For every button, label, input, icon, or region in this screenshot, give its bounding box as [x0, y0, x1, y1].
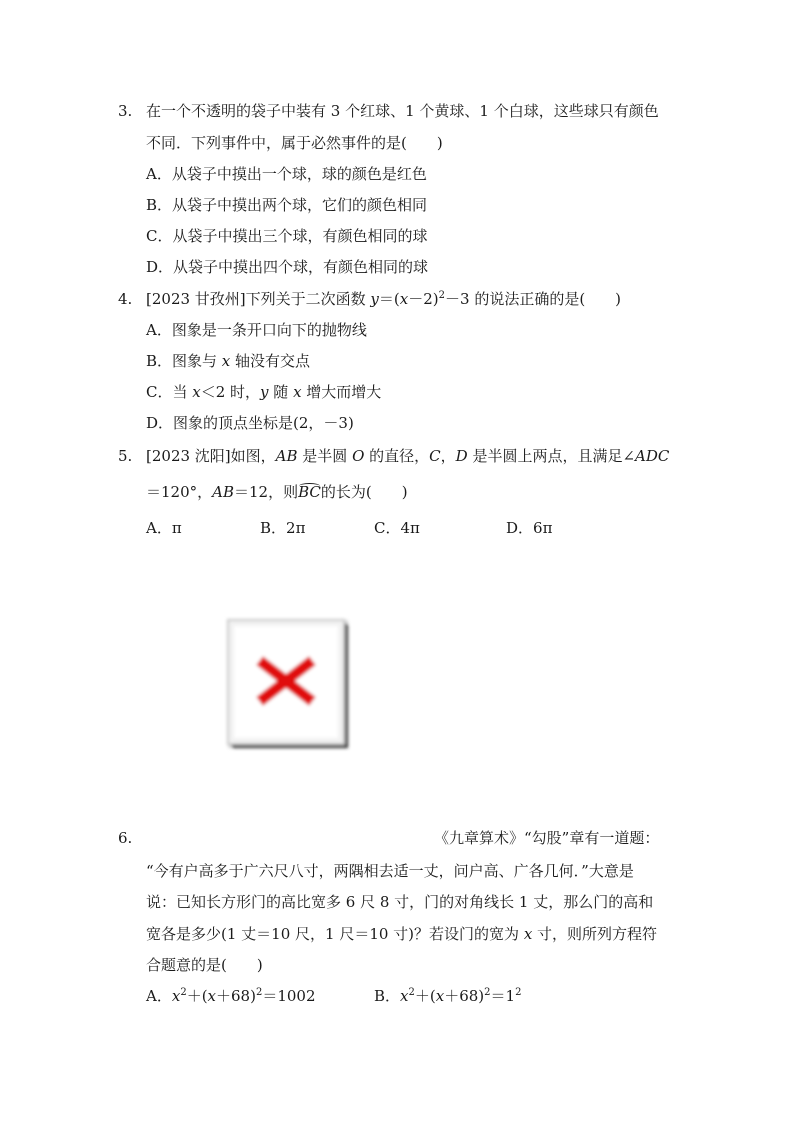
q4-option-a: A．图象是一条开口向下的抛物线: [146, 321, 367, 339]
q6-stem-line4: [146, 924, 657, 944]
q4-eq-part: －2): [408, 290, 439, 308]
q5-stem-line2: [146, 482, 408, 502]
q5-text: ＝12，则: [234, 483, 299, 501]
q6-stem-line1: 《九章算术》“勾股”章有一道题：: [434, 829, 660, 847]
q4-stem: [146, 289, 621, 309]
q6-text: ＋68): [216, 987, 256, 1005]
q6-text: ＋(: [414, 987, 436, 1005]
q6-var-x: x: [171, 987, 181, 1005]
q5-var-d: D: [455, 447, 468, 465]
q6-var-x: x: [435, 987, 445, 1005]
q5-number: 5.: [118, 447, 133, 465]
q4-var-y: y: [370, 290, 379, 308]
q6-var-x: x: [207, 987, 217, 1005]
q6-text: 宽各是多少(1 丈＝10 尺，1 尺＝10 寸)？若设门的宽为: [146, 925, 524, 943]
q4-optc-var-x: x: [192, 383, 201, 401]
q4-optb-var-x: x: [221, 352, 231, 370]
q4-optc-text: 增大而增大: [301, 383, 382, 401]
q6-opt-label: B．: [374, 987, 401, 1005]
q4-optc-text: 随: [268, 383, 294, 401]
q3-option-a: A．从袋子中摸出一个球，球的颜色是红色: [146, 165, 427, 183]
q4-exponent: 2: [438, 290, 446, 301]
q5-stem-line1: [146, 446, 669, 466]
q6-option-b: [374, 986, 521, 1006]
q5-var-adc: ADC: [635, 447, 670, 465]
q6-exponent: 2: [408, 987, 415, 998]
q6-stem-line2: “今有户高多于广六尺八寸，两隅相去适一丈，问户高、广各几何．”大意是: [146, 862, 634, 880]
q6-number: 6.: [118, 829, 133, 847]
q4-optc-var-y: y: [260, 383, 269, 401]
q6-text: ＋68): [444, 987, 485, 1005]
q5-option-c: C．4π: [374, 519, 420, 537]
q3-stem-line1: 在一个不透明的袋子中装有 3 个红球、1 个黄球、1 个白球，这些球只有颜色: [146, 102, 659, 120]
q5-var-ab: AB: [275, 447, 298, 465]
q4-option-b: [146, 351, 310, 371]
q3-number: 3.: [118, 102, 133, 120]
broken-image-icon: [224, 616, 352, 754]
q4-var-x: x: [399, 290, 409, 308]
q6-exponent: 2: [255, 987, 263, 998]
q5-text: 的直径，: [364, 447, 430, 465]
q5-text: 是半圆上两点，且满足∠: [467, 447, 636, 465]
q6-exponent: 2: [180, 987, 187, 998]
q4-number: 4.: [118, 290, 133, 308]
q5-text: [2023 沈阳]如图，: [146, 447, 276, 465]
q6-stem-line3: 说：已知长方形门的高比宽多 6 尺 8 寸，门的对角线长 1 丈，那么门的高和: [146, 893, 654, 911]
q6-exponent: 2: [484, 987, 491, 998]
q5-var-ab: AB: [212, 483, 234, 501]
q5-arc-bc: BC: [298, 483, 321, 501]
q6-opt-label: A．: [146, 987, 172, 1005]
q4-optc-text: C．当: [146, 383, 193, 401]
q5-text: ，: [440, 447, 456, 465]
q6-var-x: x: [523, 925, 533, 943]
q5-option-d: D．6π: [506, 519, 553, 537]
q3-option-c: C．从袋子中摸出三个球，有颜色相同的球: [146, 227, 428, 245]
q6-text: ＝1002: [262, 987, 316, 1005]
q6-exponent: 2: [515, 987, 522, 998]
q6-var-x: x: [400, 987, 409, 1005]
q6-text: ＝1: [490, 987, 516, 1005]
q4-optc-var-x: x: [293, 383, 302, 401]
q5-text: 是半圆: [297, 447, 353, 465]
q3-stem-line2: 不同．下列事件中，属于必然事件的是( ): [146, 134, 443, 152]
q5-text: ＝120°，: [146, 483, 213, 501]
q4-option-d: D．图象的顶点坐标是(2，－3): [146, 414, 354, 432]
q4-optc-text: ＜2 时，: [200, 383, 261, 401]
q5-option-a: A．π: [146, 519, 182, 537]
q4-stem-text: [2023 甘孜州]下列关于二次函数: [146, 290, 371, 308]
q3-option-b: B．从袋子中摸出两个球，它们的颜色相同: [146, 196, 428, 214]
q6-stem-line5: 合题意的是( ): [146, 956, 263, 974]
q5-text: 的长为( ): [320, 483, 408, 501]
q4-option-c: [146, 382, 381, 402]
q5-var-c: C: [429, 447, 441, 465]
q4-eq-part: －3 的说法正确的是( ): [445, 290, 622, 308]
q5-var-o: O: [352, 447, 365, 465]
q5-option-b: B．2π: [260, 519, 306, 537]
q4-optb-text: 轴没有交点: [230, 352, 311, 370]
q6-text: 寸，则所列方程符: [532, 925, 658, 943]
q6-option-a: [146, 986, 316, 1006]
q6-text: ＋(: [186, 987, 208, 1005]
q4-optb-text: B．图象与: [146, 352, 222, 370]
q3-option-d: D．从袋子中摸出四个球，有颜色相同的球: [146, 258, 429, 276]
q4-eq-part: ＝(: [378, 290, 400, 308]
